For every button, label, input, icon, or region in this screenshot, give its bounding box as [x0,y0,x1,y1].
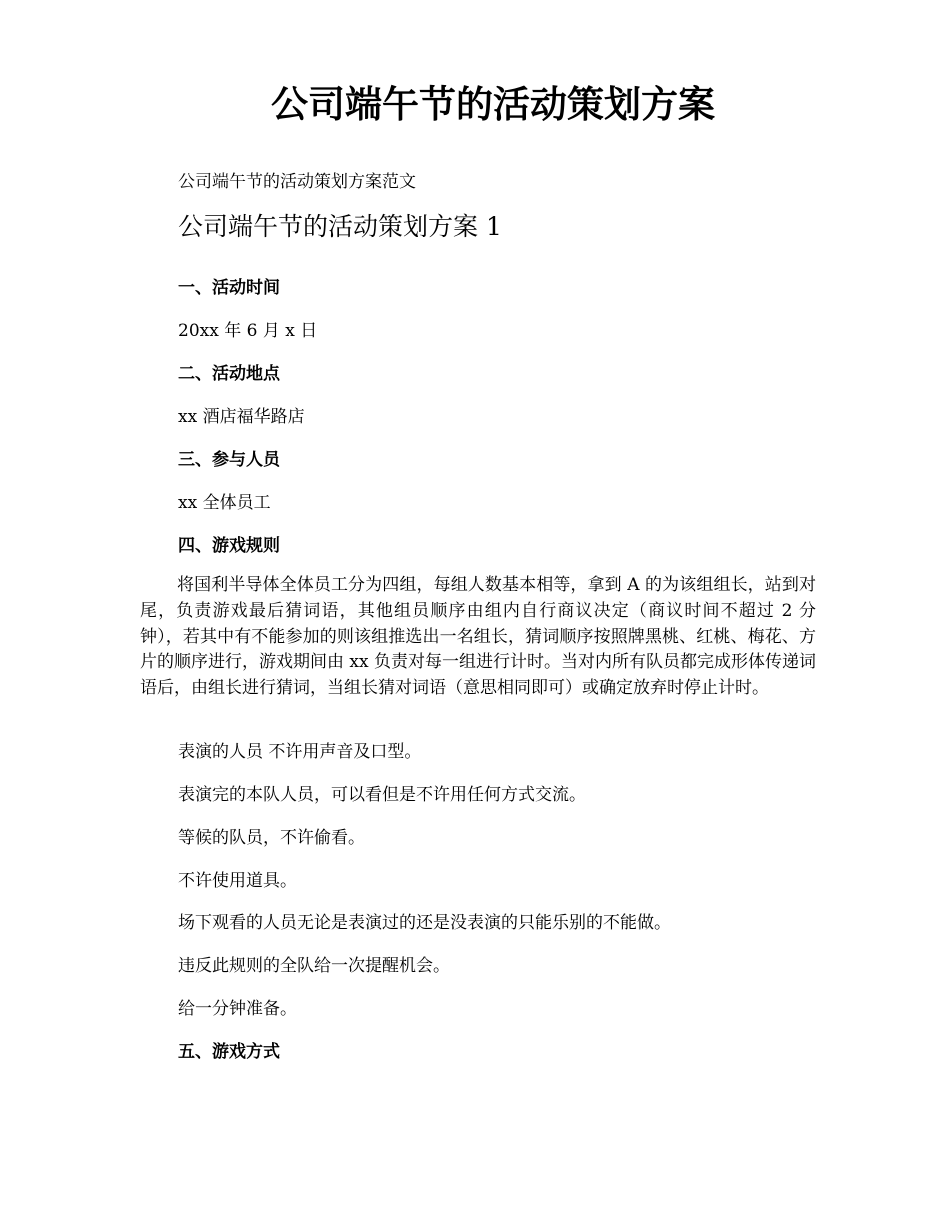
rule-item: 给一分钟准备。 [178,999,297,1019]
rule-item: 表演的人员 不许用声音及口型。 [178,742,422,762]
heading-game-method: 五、游戏方式 [178,1042,280,1062]
heading-activity-time: 一、活动时间 [178,278,280,298]
rule-item: 表演完的本队人员，可以看但是不许用任何方式交流。 [178,785,586,805]
document-subtitle: 公司端午节的活动策划方案范文 [178,172,416,192]
participants-text: xx 全体员工 [178,493,271,513]
activity-time-text: 20xx 年 6 月 x 日 [178,321,318,341]
rule-item: 场下观看的人员无论是表演过的还是没表演的只能乐别的不能做。 [178,913,671,933]
rule-item: 不许使用道具。 [178,871,297,891]
document-title: 公司端午节的活动策划方案 [271,82,715,126]
activity-location-text: xx 酒店福华路店 [178,407,305,427]
heading-activity-location: 二、活动地点 [178,364,280,384]
heading-game-rules: 四、游戏规则 [178,536,280,556]
section-title: 公司端午节的活动策划方案 1 [178,212,502,241]
game-rules-paragraph: 将国利半导体全体员工分为四组，每组人数基本相等，拿到 A 的为该组组长，站到对尾，负责游戏最后猜词语，其他组员顺序由组内自行商议决定（商议时间不超过 2 分钟），若其中有不能参加的则该组推选出一名组长，猜词顺序按照牌黑桃、红桃、梅花、方片的顺序进行，游戏期间由 xx 负责对每一组进行计时。当对内所有队员都完成形体传递词语后，由组长进行猜词，当组长猜对词语（意思相同即可）或确定放弃时停止计时。 [140,575,816,699]
rule-item: 等候的队员，不许偷看。 [178,828,365,848]
heading-participants: 三、参与人员 [178,450,280,470]
rule-item: 违反此规则的全队给一次提醒机会。 [178,956,450,976]
